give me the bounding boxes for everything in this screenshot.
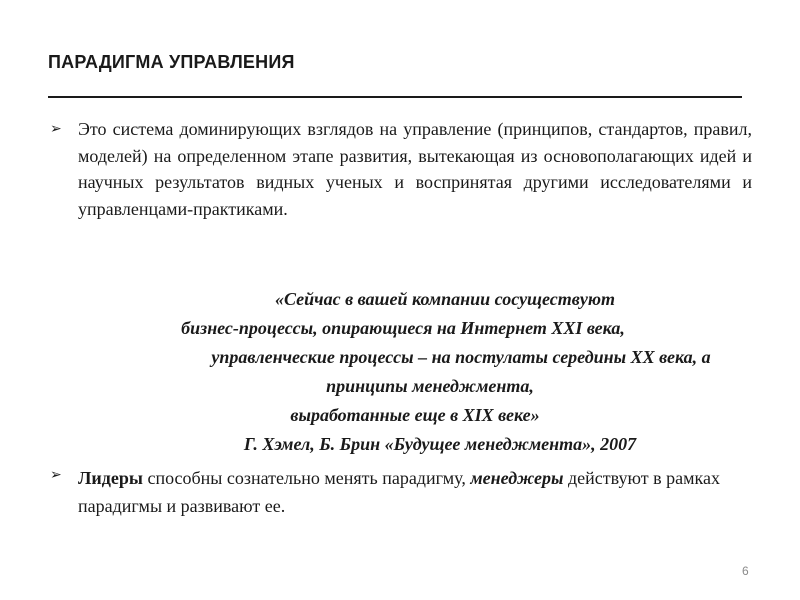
- definition-paragraph: Это система доминирующих взглядов на управление (принципов, стандартов, правил, моделей) на определенном этапе развития, вытекающая из основополагающих идей и научных результатов видных ученых и воспринятая другими исследователями и управленцами-практиками.: [78, 119, 752, 219]
- quote-attribution: Г. Хэмел, Б. Брин «Будущее менеджмента», 2007: [243, 434, 637, 454]
- title-underline: [48, 96, 742, 98]
- managers-text: действуют в рамках парадигмы и развивают ее.: [78, 468, 720, 516]
- bullet-arrow-icon: ➢: [50, 122, 62, 137]
- quote-block: [78, 285, 752, 459]
- bullet-arrow-icon: ➢: [50, 468, 62, 483]
- slide-title: ПАРАДИГМА УПРАВЛЕНИЯ: [48, 52, 295, 72]
- quote-line-5: выработанные еще в XIX веке»: [290, 405, 540, 425]
- managers-term: менеджеры: [470, 468, 564, 488]
- leaders-text: способны сознательно менять парадигму,: [142, 468, 471, 488]
- quote-line-2: бизнес-процессы, опирающиеся на Интернет XXI века,: [181, 318, 625, 338]
- quote-line-1: «Сейчас в вашей компании сосуществуют: [275, 289, 615, 309]
- leaders-paragraph: [78, 464, 752, 520]
- quote-line-4: принципы менеджмента,: [326, 376, 534, 396]
- leaders-term: Лидеры: [78, 468, 143, 488]
- quote-line-3: управленческие процессы – на постулаты середины XX века, а: [211, 347, 711, 367]
- page-number: 6: [742, 564, 749, 578]
